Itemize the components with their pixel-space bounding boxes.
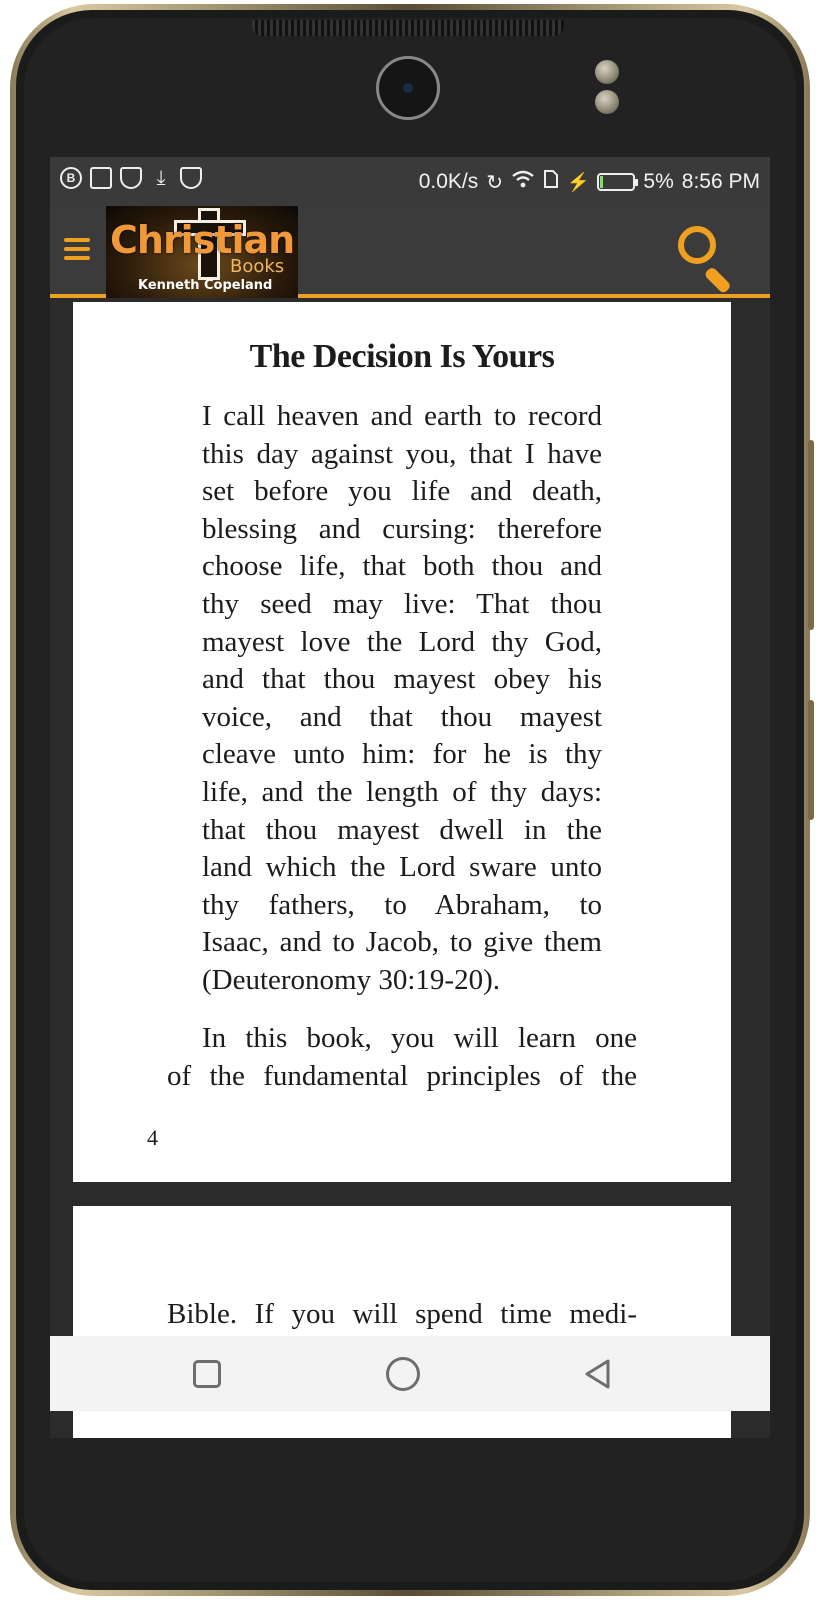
body-paragraph — [167, 1019, 637, 1095]
app-bar — [50, 206, 770, 298]
search-icon[interactable] — [676, 224, 740, 288]
b-icon: B — [60, 167, 82, 189]
notification-icons — [60, 167, 202, 189]
quote-line: I call heaven and earth to record — [202, 400, 602, 432]
quote-line: and that thou mayest obey his — [202, 663, 602, 696]
home-button[interactable] — [386, 1357, 420, 1391]
sync-icon: ↻ — [486, 171, 503, 194]
sim-icon — [543, 169, 559, 195]
logo-title: Christian — [110, 218, 295, 262]
quote-line: this day against you, that I have — [202, 437, 602, 470]
sensor-dot-2 — [595, 90, 619, 114]
hamburger-menu-icon[interactable] — [64, 233, 90, 267]
system-nav-bar — [50, 1336, 770, 1411]
recents-button[interactable] — [193, 1360, 221, 1388]
charging-icon: ⚡ — [567, 171, 590, 192]
battery-percent: 5% — [643, 170, 674, 193]
chapter-title: The Decision Is Yours — [249, 338, 555, 375]
book-page — [73, 302, 731, 1182]
quote-line: mayest love the Lord thy God, — [202, 625, 602, 658]
quote-line: voice, and that thou mayest — [202, 700, 602, 733]
status-right — [419, 169, 760, 195]
app-logo — [106, 206, 298, 298]
front-camera — [376, 56, 440, 120]
quote-line: set before you life and death, — [202, 475, 602, 508]
logo-author: Kenneth Copeland — [138, 278, 273, 293]
clock: 8:56 PM — [681, 170, 760, 193]
sensor-dot-1 — [595, 60, 619, 84]
network-speed: 0.0K/s — [418, 170, 479, 193]
body-line: Bible. If you will spend time medi- — [167, 1298, 637, 1330]
quote-line: that thou mayest dwell in the — [202, 813, 602, 846]
screen — [50, 157, 770, 1438]
back-button[interactable] — [582, 1358, 614, 1390]
power-button — [808, 700, 814, 820]
wifi-icon — [511, 169, 535, 195]
quote-line: thy fathers, to Abraham, to — [202, 888, 602, 921]
body-line: In this book, you will learn one — [202, 1022, 637, 1054]
quote-line: choose life, that both thou and — [202, 550, 602, 583]
volume-button — [808, 440, 814, 630]
quote-line: life, and the length of thy days: — [202, 775, 602, 808]
quote-line: cleave unto him: for he is thy — [202, 738, 602, 771]
page-number: 4 — [147, 1125, 158, 1150]
quote-line: blessing and cursing: therefore — [202, 512, 602, 545]
cast-icon — [90, 167, 112, 189]
quote-line: Isaac, and to Jacob, to give them — [202, 926, 602, 959]
logo-subtitle: Books — [230, 256, 285, 277]
quote-line: land which the Lord sware unto — [202, 851, 602, 884]
shield-icon — [120, 167, 142, 189]
body-line: of the fundamental principles of the — [167, 1060, 637, 1092]
body-paragraph — [167, 1295, 637, 1333]
quote-line: thy seed may live: That thou — [202, 587, 602, 620]
scripture-quote — [202, 398, 602, 1000]
quote-line: (Deuteronomy 30:19-20). — [202, 963, 500, 996]
battery-icon — [597, 173, 635, 191]
download-icon: ⤓ — [156, 167, 166, 189]
status-bar — [50, 157, 770, 206]
earpiece-speaker — [252, 20, 564, 36]
security-icon — [180, 167, 202, 189]
